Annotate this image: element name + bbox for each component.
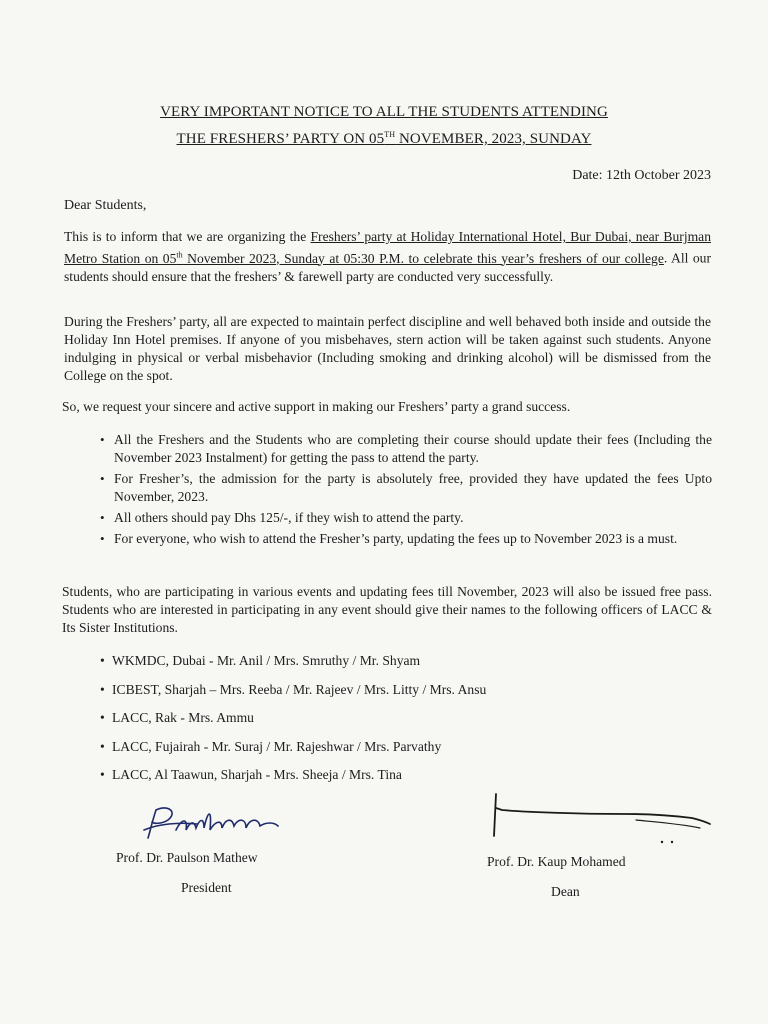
officers-list-item: • ICBEST, Sharjah – Mrs. Reeba / Mr. Rajeev / Mrs. Litty / Mrs. Ansu — [100, 681, 700, 710]
intro-tail: . All our students should ensure that the freshers’ & farewell party are conducted very successfully. — [64, 250, 712, 284]
intro-venue-part1: Freshers’ party at Holiday International Hotel, Bur Dubai, near Burjman Metro Station on 05 — [64, 229, 711, 266]
salutation: Dear Students, — [64, 198, 147, 213]
paragraph-intro — [64, 228, 711, 286]
rules-list — [100, 431, 712, 551]
rules-list-item: • All the Freshers and the Students who are completing their course should update their fees (Including the November 2023 Instalment) for getting the pass to attend the party. — [100, 431, 712, 467]
intro-venue-part2: November 2023, Sunday at 05:30 P.M. to celebrate this year’s freshers of our college — [182, 250, 664, 266]
notice-title-line1: VERY IMPORTANT NOTICE TO ALL THE STUDENTS ATTENDING — [160, 104, 608, 120]
president-role: President — [181, 880, 232, 895]
president-name: Prof. Dr. Paulson Mathew — [116, 850, 258, 865]
intro-venue-sup: th — [176, 250, 183, 259]
president-signature — [138, 800, 288, 844]
officers-list-item: • LACC, Rak - Mrs. Ammu — [100, 709, 700, 738]
paragraph-discipline: During the Freshers’ party, all are expected to maintain perfect discipline and well behaved both inside and outside the Holiday Inn Hotel premises. If anyone of you misbehaves, stern action will be taken against such students. Anyone indulging in physical or verbal misbehavior (Including smoking and drinking alcohol) will be dismissed from the College on the spot. — [64, 314, 711, 383]
intro-lead: This is to inform that we are organizing the — [64, 229, 311, 244]
dean-name: Prof. Dr. Kaup Mohamed — [487, 854, 626, 869]
officers-list-item: • WKMDC, Dubai - Mr. Anil / Mrs. Smruthy / Mr. Shyam — [100, 652, 700, 681]
officers-list-item: • LACC, Al Taawun, Sharjah - Mrs. Sheeja / Mrs. Tina — [100, 766, 700, 795]
notice-date: Date: 12th October 2023 — [572, 168, 711, 183]
dean-signature — [486, 788, 718, 848]
paragraph-events: Students, who are participating in various events and updating fees till November, 2023 will also be issued free pass. Students who are interested in participating in any event should give their names to the following officers of LACC & Its Sister Institutions. — [62, 584, 712, 635]
rules-list-item: • For Fresher’s, the admission for the party is absolutely free, provided they have updated the fees Upto November, 2023. — [100, 470, 712, 506]
officers-list — [100, 652, 700, 795]
rules-list-item: • All others should pay Dhs 125/-, if they wish to attend the party. — [100, 509, 712, 527]
title-line2-suffix: NOVEMBER, 2023, SUNDAY — [395, 131, 592, 147]
title-line2-sup: TH — [384, 130, 396, 139]
dean-role: Dean — [551, 884, 580, 899]
notice-title-line2 — [0, 130, 768, 148]
title-line2-prefix: THE FRESHERS’ PARTY ON 05 — [176, 131, 385, 147]
paragraph-request: So, we request your sincere and active support in making our Freshers’ party a grand success. — [62, 399, 571, 414]
officers-list-item: • LACC, Fujairah - Mr. Suraj / Mr. Rajeshwar / Mrs. Parvathy — [100, 738, 700, 767]
rules-list-item: • For everyone, who wish to attend the Fresher’s party, updating the fees up to November 2023 is a must. — [100, 530, 712, 548]
